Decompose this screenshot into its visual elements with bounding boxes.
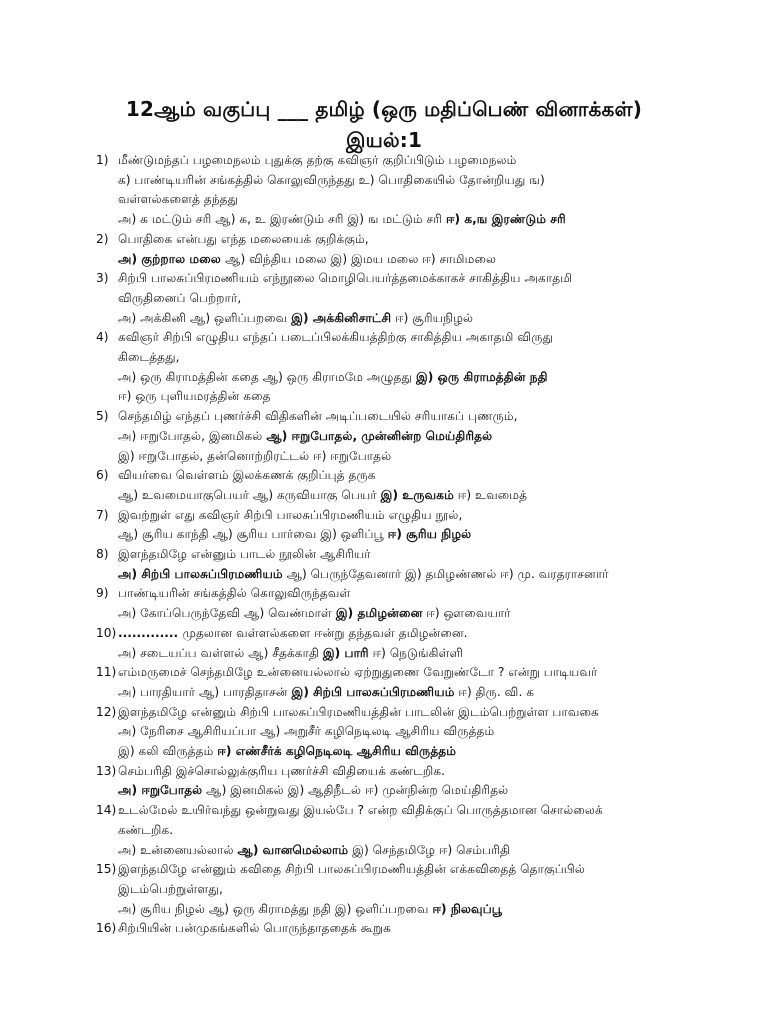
answer-line bbox=[0, 288, 768, 309]
line-text bbox=[118, 603, 511, 624]
line-text bbox=[118, 189, 238, 210]
line-text bbox=[118, 721, 494, 742]
answer-line bbox=[0, 386, 768, 407]
correct-answer: ............. bbox=[118, 625, 183, 640]
text-segment: ஈ) ஒரு புளியமரத்தின் கதை bbox=[118, 389, 271, 404]
correct-answer: இ) ஒரு கிராமத்தின் நதி bbox=[415, 369, 548, 384]
text-segment: இளந்தமிழே என்னும் பாடல் நூலின் ஆசிரியர் bbox=[118, 547, 371, 561]
answer-line bbox=[0, 426, 768, 447]
text-segment: ஈ) திரு. வி. க bbox=[454, 684, 535, 699]
answer-line bbox=[0, 524, 768, 545]
line-text bbox=[118, 446, 391, 467]
correct-answer: இ) பாரி bbox=[322, 645, 369, 660]
text-segment: பொதிகை என்பது எந்த மலையைக் குறிக்கும், bbox=[118, 231, 369, 246]
line-text bbox=[118, 308, 473, 329]
line-text bbox=[118, 426, 492, 447]
correct-answer: ஈ) நிலவுப்பூ bbox=[432, 901, 503, 916]
correct-answer: அ) ஈறுபோதல் bbox=[118, 783, 203, 798]
question-line bbox=[0, 583, 768, 604]
answer-line bbox=[0, 564, 768, 585]
line-text bbox=[118, 702, 599, 723]
text-segment: எம்மருமைச் செந்தமிழே உன்னையல்லால் ஏற்றுதுணை வேறுண்டோ ? என்று பாடியவர் bbox=[118, 665, 598, 680]
line-text bbox=[118, 643, 463, 664]
question-number: 13) bbox=[96, 763, 117, 778]
question-number: 10) bbox=[96, 625, 117, 640]
page-title: 12ஆம் வகுப்பு ___ தமிழ் (ஒரு மதிப்பெண் வினாக்கள்) bbox=[125, 97, 643, 121]
question-line bbox=[0, 406, 768, 427]
text-segment: பாண்டியரின் சங்கத்தில் கொலுவிருந்தவள் bbox=[118, 586, 351, 601]
question-line bbox=[0, 859, 768, 880]
text-segment: அ) உன்னையல்லால் bbox=[118, 842, 238, 857]
line-text bbox=[118, 623, 468, 644]
text-segment: முதலான வள்ளல்களை ஈன்று தந்தவள் தமிழன்னை. bbox=[182, 625, 468, 640]
text-segment: இ) செந்தமிழே ஈ) செம்பரிதி bbox=[348, 842, 511, 857]
line-text bbox=[118, 918, 391, 939]
question-line bbox=[0, 268, 768, 289]
question-number: 1) bbox=[96, 153, 109, 167]
answer-line bbox=[0, 643, 768, 664]
line-text bbox=[118, 662, 597, 683]
text-segment: அ) சூரிய நிழல் ஆ) ஒரு கிராமத்து நதி இ) ஒளிப்பறவை bbox=[118, 901, 433, 916]
text-segment: இடம்பெற்றுள்ளது, bbox=[118, 881, 223, 896]
answer-line bbox=[0, 189, 768, 210]
line-text bbox=[118, 367, 548, 388]
question-number: 3) bbox=[96, 271, 109, 286]
line-text bbox=[118, 505, 462, 526]
answer-line bbox=[0, 780, 768, 801]
text-segment: செந்தமிழ் எந்தப் புணர்ச்சி விதிகளின் அடிப்படையில் சரியாகப் புணரும், bbox=[118, 409, 518, 424]
question-line bbox=[0, 623, 768, 644]
question-number: 5) bbox=[96, 409, 109, 424]
correct-answer: அ) சிற்பி பாலசுப்பிரமணியம் bbox=[118, 566, 283, 581]
text-segment: இளந்தமிழே என்னும் கவிதை சிற்பி பாலசுப்பிரமணியத்தின் எக்கவிதைத் தொகுப்பில் bbox=[118, 862, 586, 877]
text-segment: ஆ) இனமிகல் இ) ஆதிநீடல் ஈ) முன்நின்ற மெய்திரிதல் bbox=[202, 783, 509, 798]
question-number: 11) bbox=[96, 665, 117, 680]
line-text bbox=[118, 249, 496, 270]
text-segment: ஈ) ஔவையார் bbox=[422, 606, 511, 621]
text-segment: ஈ) நெடுங்கிள்ளி bbox=[368, 645, 464, 660]
line-text bbox=[118, 465, 376, 486]
line-text bbox=[118, 288, 241, 309]
question-line bbox=[0, 229, 768, 250]
question-line bbox=[0, 702, 768, 723]
line-text bbox=[118, 209, 566, 230]
correct-answer: ஈ) க,ங இரண்டும் சரி bbox=[445, 212, 566, 227]
answer-line bbox=[0, 367, 768, 388]
answer-line bbox=[0, 170, 768, 191]
line-text bbox=[118, 544, 371, 565]
line-text bbox=[118, 682, 534, 703]
text-segment: கண்டறிக. bbox=[118, 822, 174, 837]
text-segment: அ) அக்கினி ஆ) ஒளிப்பறவை bbox=[118, 310, 292, 325]
text-segment: சிற்பி பாலசுப்பிரமணியம் எந்நூலை மொழிபெயர்த்தமைக்காகச் சாகித்திய அகாதமி bbox=[118, 271, 573, 286]
answer-line bbox=[0, 820, 768, 841]
text-segment: இ) கலி விருத்தம் bbox=[118, 744, 218, 758]
question-number: 4) bbox=[96, 330, 109, 345]
answer-line bbox=[0, 682, 768, 703]
question-number: 15) bbox=[96, 862, 117, 877]
correct-answer: ஆ) ஈறுபோதல், முன்னின்ற மெய்திரிதல் bbox=[266, 428, 493, 443]
question-number: 14) bbox=[96, 803, 117, 818]
question-number: 12) bbox=[96, 704, 117, 719]
text-segment: விருதினைப் பெற்றார், bbox=[118, 290, 242, 305]
question-number: 2) bbox=[96, 231, 109, 246]
line-text bbox=[118, 564, 609, 585]
question-line bbox=[0, 327, 768, 348]
text-segment: க) பாண்டியரின் சங்கத்தில் கொலுவிருந்தது உ) பொதிகையில் தோன்றியது ங) bbox=[118, 172, 545, 187]
answer-line bbox=[0, 308, 768, 329]
correct-answer: ஈ) எண்சீர்க் கழிநெடிலடி ஆசிரிய விருத்தம் bbox=[217, 744, 457, 758]
text-segment: செம்பரிதி இச்சொல்லுக்குரிய புணர்ச்சி விதியைக் கண்டறிக. bbox=[118, 763, 446, 778]
line-text bbox=[118, 583, 350, 604]
text-segment: ஈ) சூரியநிழல் bbox=[391, 310, 474, 325]
text-segment: ஆ) சூரிய காந்தி ஆ) சூரிய பார்வை இ) ஒளிப்பூ bbox=[118, 527, 388, 542]
correct-answer: இ) தமிழன்னை bbox=[335, 606, 423, 621]
text-segment: அ) கோப்பெருந்தேவி ஆ) வெண்மாள் bbox=[118, 606, 336, 621]
correct-answer: இ) சிற்பி பாலசுப்பிரமணியம் bbox=[291, 684, 455, 699]
correct-answer: இ) உருவகம் bbox=[380, 487, 454, 502]
line-text bbox=[118, 840, 510, 861]
text-segment: அ) ஈறுபோதல், இனமிகல் bbox=[118, 428, 267, 443]
question-line bbox=[0, 465, 768, 486]
line-text bbox=[118, 859, 585, 880]
line-text bbox=[118, 800, 603, 821]
answer-line bbox=[0, 899, 768, 920]
line-text bbox=[118, 761, 445, 782]
answer-line bbox=[0, 347, 768, 368]
line-text bbox=[118, 386, 271, 407]
answer-line bbox=[0, 840, 768, 861]
line-text bbox=[118, 406, 518, 427]
line-text bbox=[118, 879, 223, 900]
line-text bbox=[118, 150, 516, 171]
text-segment: உடல்மேல் உயிர்வந்து ஒன்றுவது இயல்பே ? என்ற விதிக்குப் பொருத்தமான சொல்லைக் bbox=[118, 803, 603, 818]
text-segment: கிடைத்தது, bbox=[118, 350, 180, 364]
question-number: 7) bbox=[96, 507, 109, 522]
text-segment: இளந்தமிழே என்னும் சிற்பி பாலசுப்பிரமணியத்தின் பாடலின் இடம்பெற்றுள்ள பாவகை bbox=[118, 704, 599, 719]
line-text bbox=[118, 347, 180, 368]
question-number: 16) bbox=[96, 921, 117, 936]
text-segment: அ) சடையப்ப வள்ளல் ஆ) சீதக்காதி bbox=[118, 645, 323, 660]
text-segment: வள்ளல்களைத் தந்தது bbox=[118, 192, 239, 207]
question-line bbox=[0, 918, 768, 939]
question-line bbox=[0, 662, 768, 683]
answer-line bbox=[0, 879, 768, 900]
line-text bbox=[118, 229, 369, 250]
text-segment: இவற்றுள் எது கவிஞர் சிற்பி பாலசுப்பிரமணியம் எழுதிய நூல், bbox=[118, 507, 463, 522]
answer-line bbox=[0, 721, 768, 742]
text-segment: அ) க மட்டும் சரி ஆ) க, உ இரண்டும் சரி இ) ங மட்டும் சரி bbox=[118, 212, 446, 227]
answer-line bbox=[0, 603, 768, 624]
line-text bbox=[118, 780, 508, 801]
text-segment: ஆ) விந்திய மலை இ) இமய மலை ஈ) சாமிமலை bbox=[225, 251, 497, 266]
line-text bbox=[118, 268, 572, 289]
line-text bbox=[118, 170, 545, 191]
line-text bbox=[118, 524, 471, 545]
text-segment: கவிஞர் சிற்பி எழுதிய எந்தப் படைப்பிலக்கியத்திற்கு சாகித்திய அகாதமி விருது bbox=[118, 330, 554, 345]
line-text bbox=[118, 899, 502, 920]
text-segment: ஈ) உவமைத் bbox=[453, 487, 528, 502]
correct-answer: ஆ) வானமெல்லாம் bbox=[237, 842, 349, 857]
question-line bbox=[0, 800, 768, 821]
text-segment: ஆ) பெருந்தேவனார் இ) தமிழண்ணல் ஈ) மு. வரதராசனார் bbox=[282, 566, 609, 581]
text-segment: சிற்பியின் பன்முகங்களில் பொருந்தாததைக் கூறுக bbox=[118, 921, 391, 936]
line-text bbox=[118, 327, 553, 348]
question-number: 6) bbox=[96, 468, 109, 483]
text-segment: இ) ஈறுபோதல், தன்னொற்றிரட்டல் ஈ) ஈறுபோதல் bbox=[118, 448, 392, 463]
text-segment: வியர்வை வெள்ளம் இலக்கணக் குறிப்புத் தருக bbox=[118, 468, 376, 483]
answer-line bbox=[0, 741, 768, 762]
answer-line bbox=[0, 249, 768, 270]
text-segment: மீண்டுமந்தப் பழமைநலம் புதுக்கு தற்கு கவிஞர் குறிப்பிடும் பழமைநலம் bbox=[118, 153, 517, 167]
question-line bbox=[0, 150, 768, 171]
question-line bbox=[0, 544, 768, 565]
question-line bbox=[0, 505, 768, 526]
text-segment: அ) பாரதியார் ஆ) பாரதிதாசன் bbox=[118, 684, 292, 699]
line-text bbox=[118, 741, 456, 762]
text-segment: ஆ) உவமையாகுபெயர் ஆ) கருவியாகு பெயர் bbox=[118, 487, 381, 502]
answer-line bbox=[0, 209, 768, 230]
correct-answer: அ) குற்றால மலை bbox=[118, 251, 226, 266]
page-subtitle: இயல்:1 bbox=[345, 128, 423, 152]
question-number: 9) bbox=[96, 586, 109, 601]
correct-answer: இ) அக்கினிசாட்சி bbox=[291, 310, 392, 325]
line-text bbox=[118, 485, 527, 506]
answer-line bbox=[0, 446, 768, 467]
line-text bbox=[118, 820, 173, 841]
answer-line bbox=[0, 485, 768, 506]
question-number: 8) bbox=[96, 547, 109, 561]
text-segment: அ) நேரிசை ஆசிரியப்பா ஆ) அறுசீர் கழிநெடிலடி ஆசிரிய விருத்தம் bbox=[118, 724, 495, 739]
text-segment: அ) ஒரு கிராமத்தின் கதை ஆ) ஒரு கிராமமே அழுதது bbox=[118, 369, 416, 384]
question-line bbox=[0, 761, 768, 782]
correct-answer: ஈ) சூரிய நிழல் bbox=[387, 527, 472, 542]
